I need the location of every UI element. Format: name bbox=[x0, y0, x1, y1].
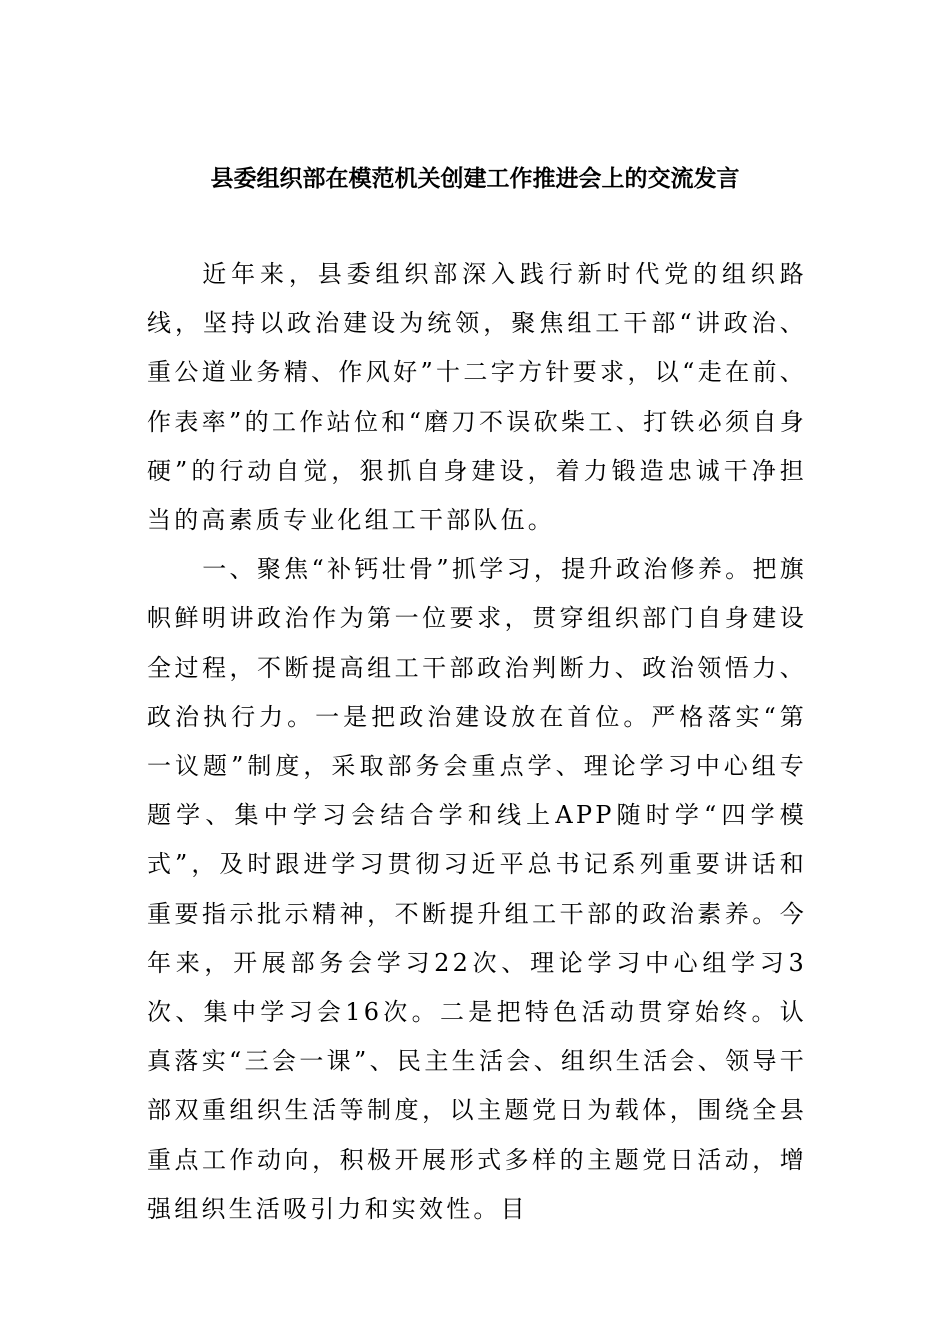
paragraph-intro: 近年来，县委组织部深入践行新时代党的组织路线，坚持以政治建设为统领，聚焦组工干部“讲政治、重公道业务精、作风好”十二字方针要求，以“走在前、作表率”的工作站位和“磨刀不误砍柴工、打铁必须自身硬”的行动自觉，狠抓自身建设，着力锻造忠诚干净担当的高素质专业化组工干部队伍。 bbox=[147, 260, 807, 535]
paragraph-section-one: 一、聚焦“补钙壮骨”抓学习，提升政治修养。把旗帜鲜明讲政治作为第一位要求，贯穿组织部门自身建设全过程，不断提高组工干部政治判断力、政治领悟力、政治执行力。一是把政治建设放在首位。严格落实“第一议题”制度，采取部务会重点学、理论学习中心组专题学、集中学习会结合学和线上APP随时学“四学模式”，及时跟进学习贯彻习近平总书记系列重要讲话和重要指示批示精神，不断提升组工干部的政治素养。今年来，开展部务会学习22次、理论学习中心组学习3次、集中学习会16次。二是把特色活动贯穿始终。认真落实“三会一课”、民主生活会、组织生活会、领导干部双重组织生活等制度，以主题党日为载体，围绕全县重点工作动向，积极开展形式多样的主题党日活动，增强组织生活吸引力和实效性。目 bbox=[147, 555, 807, 1223]
document-body bbox=[147, 250, 807, 1234]
document-title: 县委组织部在模范机关创建工作推进会上的交流发言 bbox=[210, 165, 740, 192]
